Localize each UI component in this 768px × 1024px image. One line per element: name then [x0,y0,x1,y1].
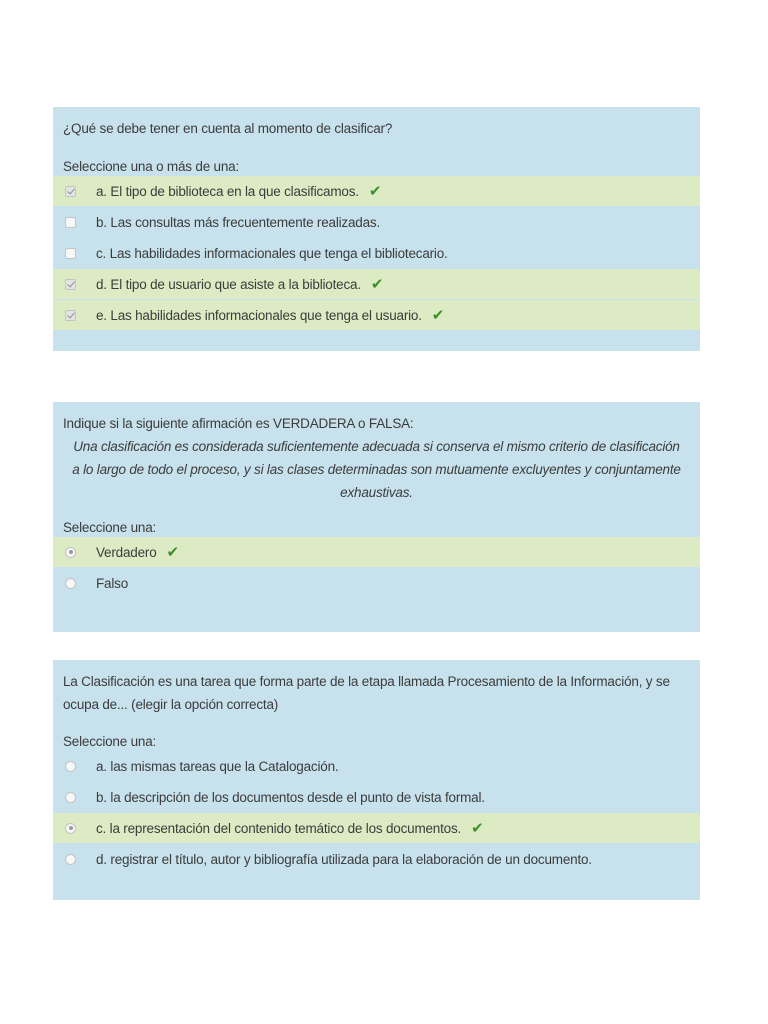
option-d[interactable] [53,844,700,874]
radio-unselected[interactable] [65,578,76,589]
option-label: e. Las habilidades informacionales que tenga el usuario. [96,307,422,323]
option-label: d. registrar el título, autor y bibliografía utilizada para la elaboración de un documento. [96,851,592,867]
option-false[interactable] [53,568,700,598]
option-label: a. El tipo de biblioteca en la que clasificamos. [96,183,359,199]
question-card-3 [53,660,700,900]
radio-selected[interactable] [65,823,76,834]
checkmark-icon: ✔ [471,819,484,837]
checkmark-icon: ✔ [368,182,382,200]
question-card-1 [53,107,700,351]
option-true[interactable] [53,537,700,567]
answer-prompt: Seleccione una: [63,734,157,749]
answer-prompt: Seleccione una o más de una: [63,159,240,174]
option-label: c. la representación del contenido temático de los documentos. [96,820,462,836]
checkmark-icon: ✔ [431,306,445,324]
checkbox-unchecked[interactable] [65,217,76,228]
option-b[interactable] [53,782,700,812]
option-e[interactable] [53,300,700,330]
radio-unselected[interactable] [65,854,76,865]
option-c[interactable] [53,813,700,843]
option-label: b. la descripción de los documentos desde el punto de vista formal. [96,789,485,805]
checkbox-unchecked[interactable] [65,248,76,259]
option-label: a. las mismas tareas que la Catalogación. [96,758,339,774]
question-text: Indique si la siguiente afirmación es VERDADERA o FALSA: [63,416,414,431]
option-d[interactable] [53,269,700,299]
checkmark-icon: ✔ [166,543,179,561]
radio-unselected[interactable] [65,792,76,803]
option-label: Falso [96,575,129,591]
option-c[interactable] [53,238,700,268]
checkbox-checked[interactable] [65,186,76,197]
checkbox-checked[interactable] [65,310,76,321]
option-label: c. Las habilidades informacionales que tenga el bibliotecario. [96,245,448,261]
question-text: La Clasificación es una tarea que forma parte de la etapa llamada Procesamiento de la Información, y se ocupa de... (elegir la opción correcta) [63,674,670,712]
option-b[interactable] [53,207,700,237]
question-text: ¿Qué se debe tener en cuenta al momento de clasificar? [63,121,393,136]
radio-selected[interactable] [65,547,76,558]
option-label: b. Las consultas más frecuentemente realizadas. [96,214,381,230]
option-a[interactable] [53,176,700,206]
answer-prompt: Seleccione una: [63,520,157,535]
radio-unselected[interactable] [65,761,76,772]
question-card-2 [53,402,700,632]
option-label: d. El tipo de usuario que asiste a la biblioteca. [96,276,361,292]
statement-text: Una clasificación es considerada suficientemente adecuada si conserva el mismo criterio de clasificación a lo largo de todo el proceso, y si las clases determinadas son mutuamente excluyentes y conjuntamente exhaustivas. [72,439,681,500]
option-a[interactable] [53,751,700,781]
checkbox-checked[interactable] [65,279,76,290]
checkmark-icon: ✔ [370,275,384,293]
option-label: Verdadero [96,544,157,560]
